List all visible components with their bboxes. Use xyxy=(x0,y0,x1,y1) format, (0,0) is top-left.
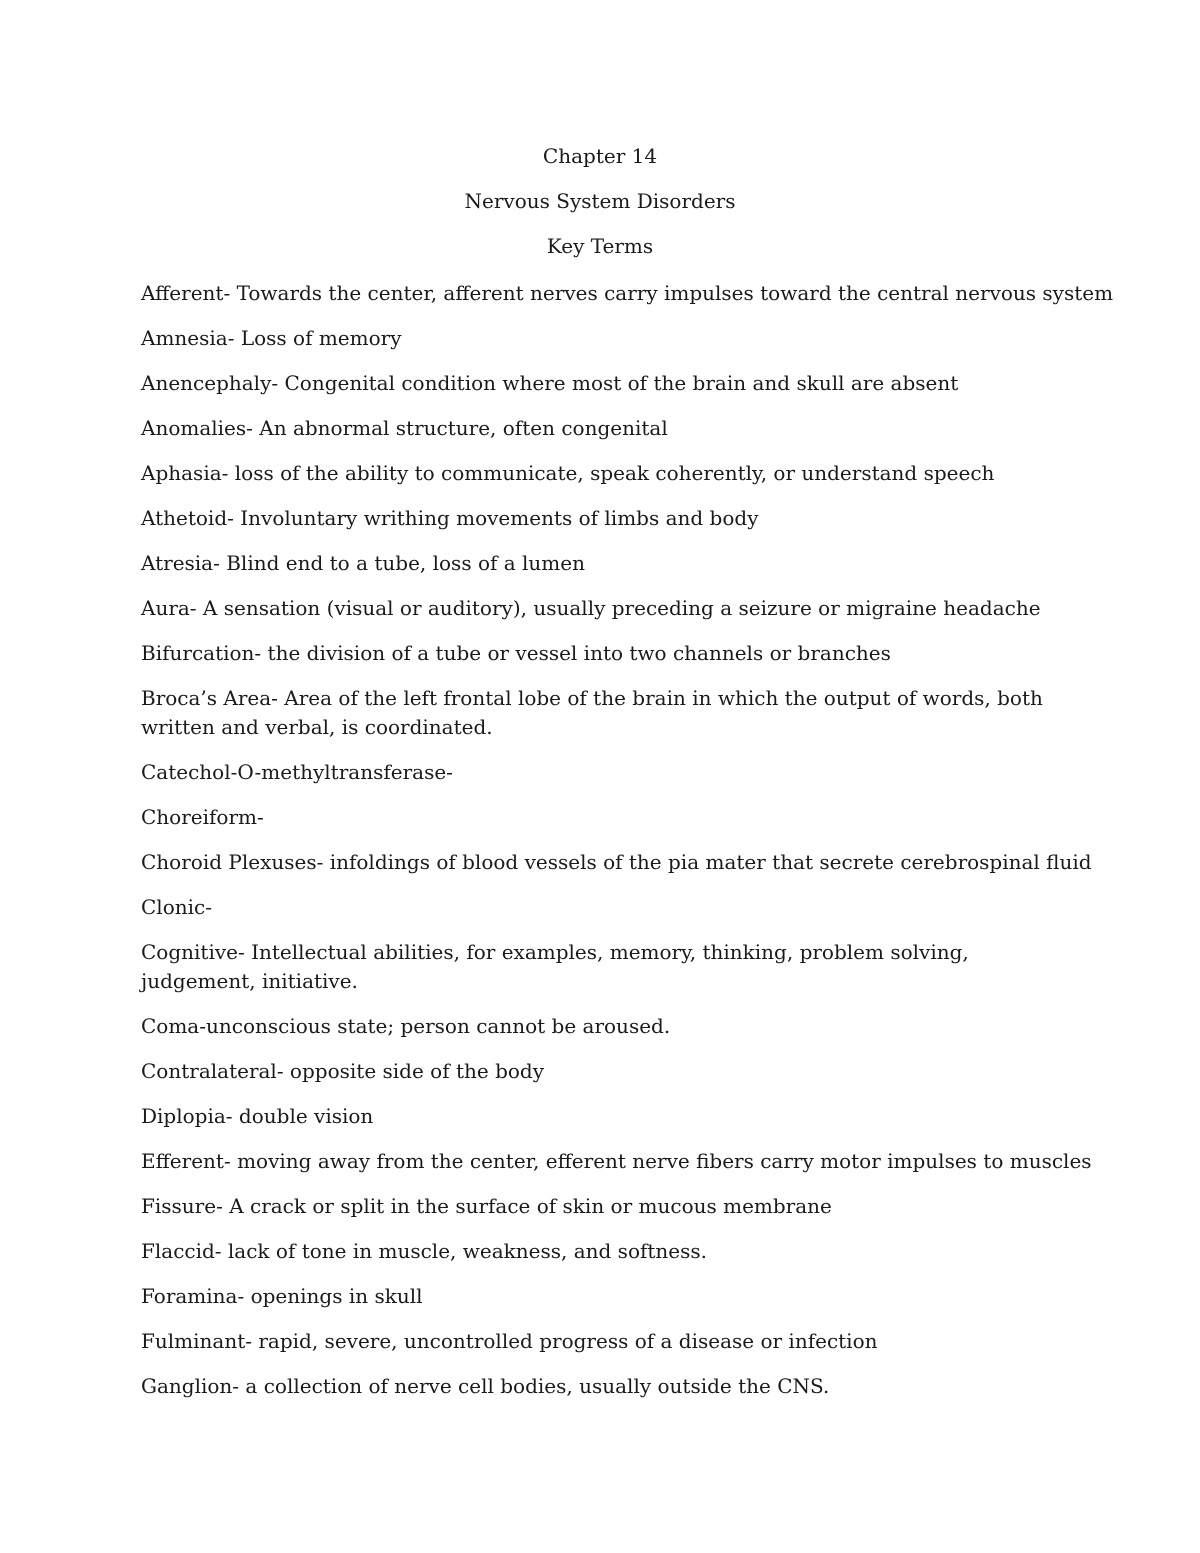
term-aura: Aura- A sensation (visual or auditory), usually preceding a seizure or migraine headache xyxy=(141,596,1041,620)
term-afferent: Afferent- Towards the center, afferent nerves carry impulses toward the central nervous system xyxy=(141,281,1114,305)
term-efferent: Efferent- moving away from the center, efferent nerve fibers carry motor impulses to muscles xyxy=(141,1149,1092,1173)
term-clonic: Clonic- xyxy=(141,895,212,919)
term-coma: Coma-unconscious state; person cannot be aroused. xyxy=(141,1014,671,1038)
term-anomalies: Anomalies- An abnormal structure, often congenital xyxy=(141,416,668,440)
term-amnesia: Amnesia- Loss of memory xyxy=(141,326,402,350)
term-bifurcation: Bifurcation- the division of a tube or vessel into two channels or branches xyxy=(141,641,891,665)
chapter-heading: Chapter 14 xyxy=(542,144,658,168)
term-brocas-area: Broca’s Area- Area of the left frontal lobe of the brain in which the output of words, both written and verbal, is coordinated. xyxy=(141,686,1043,739)
term-anencephaly: Anencephaly- Congenital condition where most of the brain and skull are absent xyxy=(141,371,959,395)
term-choroid-plexuses: Choroid Plexuses- infoldings of blood vessels of the pia mater that secrete cerebrospinal fluid xyxy=(141,850,1092,874)
term-flaccid: Flaccid- lack of tone in muscle, weakness, and softness. xyxy=(141,1239,708,1263)
key-terms-list xyxy=(141,279,1114,1417)
term-diplopia: Diplopia- double vision xyxy=(141,1104,374,1128)
term-fulminant: Fulminant- rapid, severe, uncontrolled progress of a disease or infection xyxy=(141,1329,878,1353)
term-aphasia: Aphasia- loss of the ability to communicate, speak coherently, or understand speech xyxy=(141,461,995,485)
term-contralateral: Contralateral- opposite side of the body xyxy=(141,1059,545,1083)
term-atresia: Atresia- Blind end to a tube, loss of a lumen xyxy=(141,551,585,575)
term-cognitive: Cognitive- Intellectual abilities, for examples, memory, thinking, problem solving, judgement, initiative. xyxy=(141,940,969,993)
chapter-title: Nervous System Disorders xyxy=(464,189,736,213)
term-foramina: Foramina- openings in skull xyxy=(141,1284,423,1308)
term-athetoid: Athetoid- Involuntary writhing movements of limbs and body xyxy=(141,506,759,530)
term-ganglion: Ganglion- a collection of nerve cell bodies, usually outside the CNS. xyxy=(141,1374,830,1398)
term-choreiform: Choreiform- xyxy=(141,805,264,829)
term-fissure: Fissure- A crack or split in the surface of skin or mucous membrane xyxy=(141,1194,832,1218)
section-heading: Key Terms xyxy=(546,234,654,258)
term-catechol-o-methyltransferase: Catechol-O-methyltransferase- xyxy=(141,760,453,784)
